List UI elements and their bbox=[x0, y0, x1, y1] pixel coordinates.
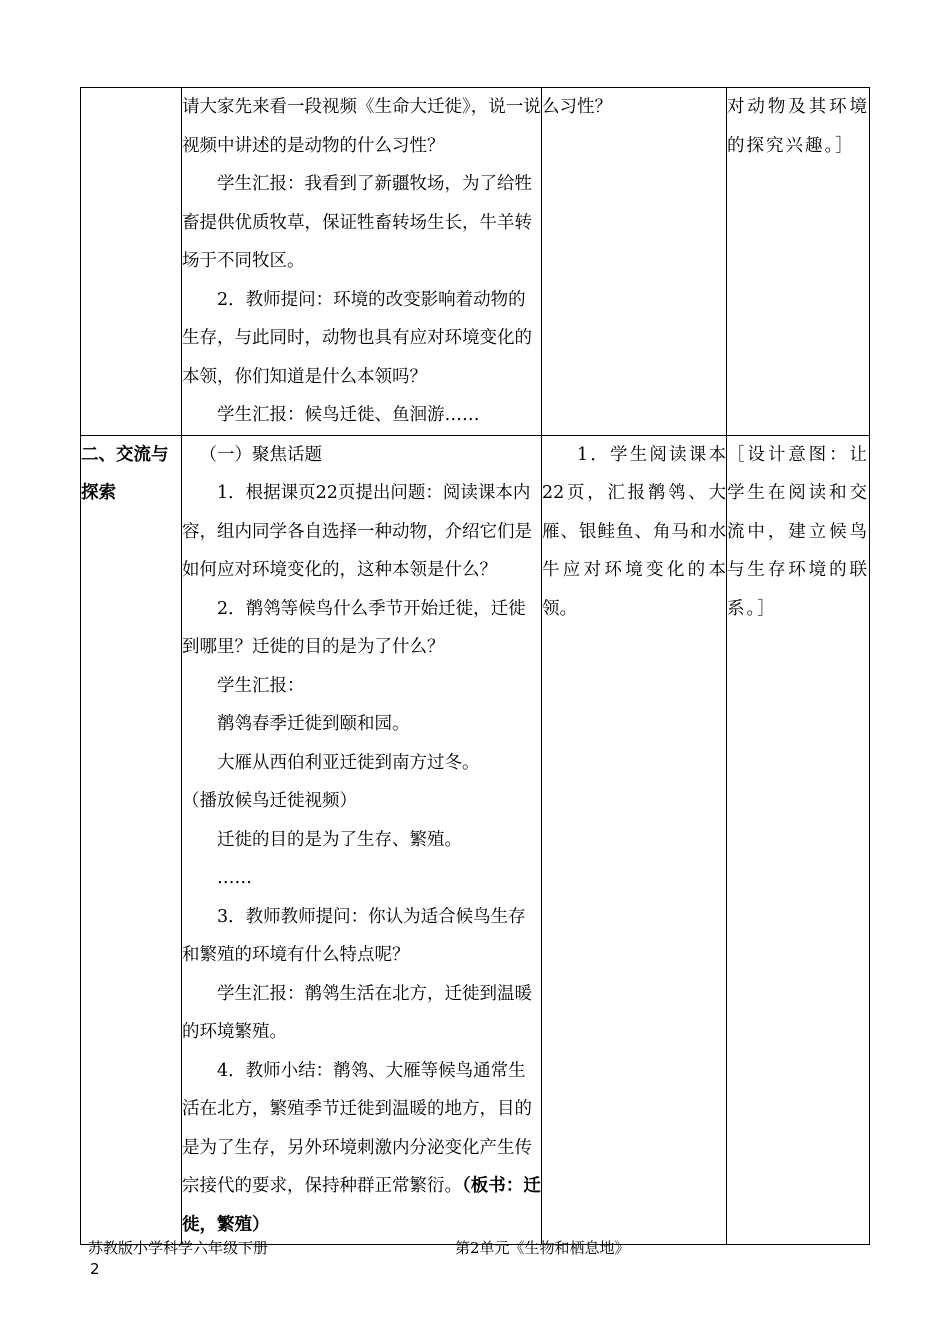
paragraph: 1．根据课页22页提出问题：阅读课本内容，组内同学各自选择一种动物，介绍它们是如何应对环境变化的，这种本领是什么？ bbox=[182, 483, 532, 580]
paragraph-text: 4．教师小结：鹡鸰、大雁等候鸟通常生活在北方，繁殖季节迁徙到温暖的地方，目的是为了生存，另外环境刺激内分泌变化产生传宗接代的要求，保持种群正常繁衍。 bbox=[182, 1060, 532, 1196]
section-heading: （一）聚焦话题 bbox=[199, 444, 322, 465]
paragraph: 2．教师提问：环境的改变影响着动物的生存，与此同时，动物也具有应对环境变化的本领，你们知道是什么本领吗？ bbox=[182, 289, 532, 387]
paragraph: 迁徙的目的是为了生存、繁殖。 bbox=[217, 829, 462, 850]
paragraph: 请大家先来看一段视频《生命大迁徙》，说一说视频中讲述的是动物的什么习性？ bbox=[182, 97, 541, 156]
paragraph: 么习性？ bbox=[542, 97, 612, 117]
paragraph: 2．鹡鸰等候鸟什么季节开始迁徙，迁徙到哪里？迁徙的目的是为了什么？ bbox=[182, 598, 526, 657]
board-note: （板书：迁徙，繁殖） bbox=[182, 1176, 541, 1235]
paragraph: ［设计意图：让学生在阅读和交流中，建立候鸟与生存环境的联系。］ bbox=[727, 444, 869, 619]
page-number: 2 bbox=[90, 1260, 100, 1278]
paragraph: 学生汇报：候鸟迁徙、鱼洄游…… bbox=[217, 405, 480, 425]
stage-cell bbox=[81, 88, 182, 436]
paragraph: 大雁从西伯利亚迁徙到南方过冬。 bbox=[217, 752, 480, 773]
table-row bbox=[81, 88, 870, 436]
paragraph: 学生汇报： bbox=[217, 675, 305, 696]
student-activity-cell bbox=[542, 435, 727, 1245]
table-row bbox=[81, 435, 870, 1245]
footer-unit-title: 第2单元《生物和栖息地》 bbox=[455, 1239, 630, 1257]
paragraph bbox=[182, 1052, 541, 1245]
paragraph: …… bbox=[217, 868, 252, 888]
paragraph: （播放候鸟迁徙视频） bbox=[182, 791, 357, 811]
paragraph: 1．学生阅读课本22页，汇报鹡鸰、大雁、银鲑鱼、角马和水牛应对环境变化的本领。 bbox=[542, 444, 726, 619]
teacher-activity-cell bbox=[182, 88, 542, 436]
paragraph: 对动物及其环境的探究兴趣。］ bbox=[727, 97, 869, 156]
stage-cell: 二、交流与探索 bbox=[81, 435, 182, 1245]
design-intent-cell bbox=[727, 88, 870, 436]
paragraph: 学生汇报：我看到了新疆牧场，为了给牲畜提供优质牧草，保证牲畜转场生长，牛羊转场于不同牧区。 bbox=[182, 174, 532, 271]
design-intent-cell bbox=[727, 435, 870, 1245]
lesson-plan-table bbox=[80, 87, 870, 1245]
student-activity-cell bbox=[542, 88, 727, 436]
footer-book-title: 苏教版小学科学六年级下册 bbox=[88, 1239, 269, 1257]
paragraph: 学生汇报：鹡鸰生活在北方，迁徙到温暖的环境繁殖。 bbox=[182, 983, 532, 1042]
paragraph: 3．教师教师提问：你认为适合候鸟生存和繁殖的环境有什么特点呢？ bbox=[182, 906, 526, 965]
paragraph: 鹡鸰春季迁徙到颐和园。 bbox=[217, 714, 410, 734]
teacher-activity-cell bbox=[182, 435, 542, 1245]
